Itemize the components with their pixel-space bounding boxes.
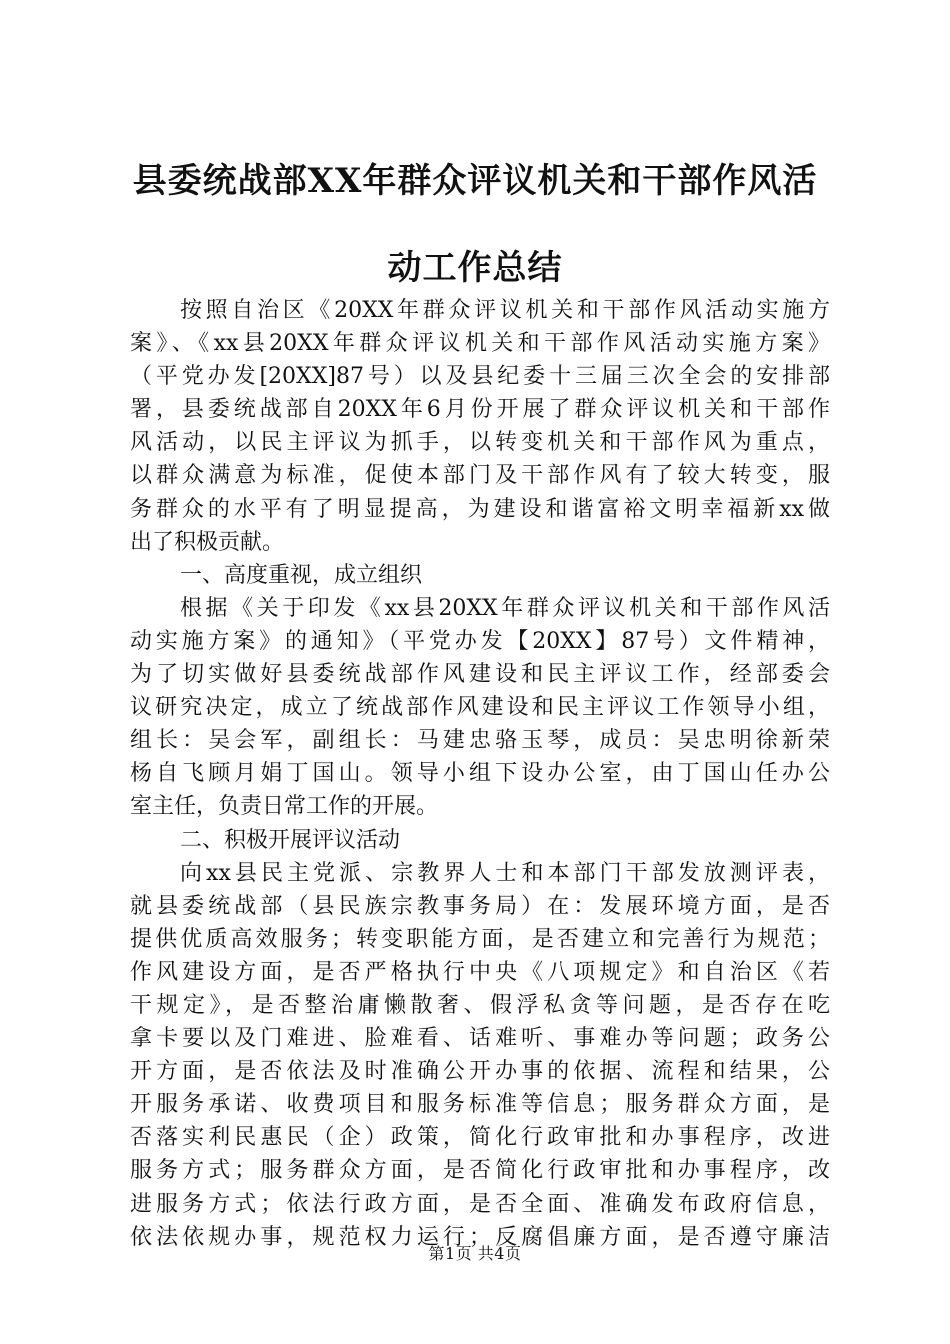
section-heading-1: 一、高度重视，成立组织 xyxy=(180,562,423,588)
body-line: 根据《关于印发《xx县20XX年群众评议机关和干部作风活 xyxy=(180,595,830,621)
section-heading-2: 二、积极开展评议活动 xyxy=(180,827,401,853)
body-line: 开服务承诺、收费项目和服务标准等信息；服务群众方面，是 xyxy=(130,1092,830,1118)
body-line: （平党办发[20XX]87号）以及县纪委十三届三次全会的安排部 xyxy=(130,364,830,390)
body-line: 室主任，负责日常工作的开展。 xyxy=(130,794,439,820)
body-line: 按照自治区《20XX年群众评议机关和干部作风活动实施方 xyxy=(180,298,830,323)
body-line: 依法依规办事，规范权力运行；反腐倡廉方面，是否遵守廉洁 xyxy=(130,1224,830,1250)
body-line: 进服务方式；依法行政方面，是否全面、准确发布政府信息， xyxy=(130,1191,830,1217)
document-title-line-1: 县委统战部XX年群众评议机关和干部作风活 xyxy=(132,161,818,201)
body-line: 出了积极贡献。 xyxy=(130,529,285,555)
body-line: 议研究决定，成立了统战部作风建设和民主评议工作领导小组， xyxy=(130,695,830,721)
body-line: 开方面，是否依法及时准确公开办事的依据、流程和结果，公 xyxy=(130,1059,830,1085)
body-line: 拿卡要以及门难进、脸难看、话难听、事难办等问题；政务公 xyxy=(130,1026,830,1052)
body-line: 组长：吴会军，副组长：马建忠骆玉琴，成员：吴忠明徐新荣 xyxy=(130,728,830,754)
body-line: 否落实利民惠民（企）政策，简化行政审批和办事程序，改进 xyxy=(130,1125,830,1151)
body-line: 案》、《xx县20XX年群众评议机关和干部作风活动实施方案》 xyxy=(130,331,830,357)
body-line: 作风建设方面，是否严格执行中央《八项规定》和自治区《若 xyxy=(130,959,830,985)
body-line: 干规定》，是否整治庸懒散奢、假浮私贪等问题，是否存在吃 xyxy=(130,992,830,1018)
body-line: 以群众满意为标准，促使本部门及干部作风有了较大转变，服 xyxy=(130,463,830,489)
page-footer: 第1页 共4页 xyxy=(428,1244,522,1263)
document-title-line-2: 动工作总结 xyxy=(387,248,563,288)
body-line: 杨自飞顾月娟丁国山。领导小组下设办公室，由丁国山任办公 xyxy=(130,761,830,787)
body-line: 服务方式；服务群众方面，是否简化行政审批和办事程序，改 xyxy=(130,1158,830,1184)
body-line: 为了切实做好县委统战部作风建设和民主评议工作，经部委会 xyxy=(130,662,830,688)
body-line: 署，县委统战部自20XX年6月份开展了群众评议机关和干部作 xyxy=(130,397,830,423)
body-line: 务群众的水平有了明显提高，为建设和谐富裕文明幸福新xx做 xyxy=(130,496,830,522)
body-line: 向xx县民主党派、宗教界人士和本部门干部发放测评表， xyxy=(180,860,830,886)
document-body xyxy=(130,294,830,1254)
body-line: 动实施方案》的通知》（平党办发【20XX】87号）文件精神， xyxy=(130,628,830,654)
body-line: 就县委统战部（县民族宗教事务局）在：发展环境方面，是否 xyxy=(130,893,830,919)
body-line: 风活动，以民主评议为抓手，以转变机关和干部作风为重点， xyxy=(130,430,830,456)
body-line: 提供优质高效服务；转变职能方面，是否建立和完善行为规范； xyxy=(130,926,830,952)
